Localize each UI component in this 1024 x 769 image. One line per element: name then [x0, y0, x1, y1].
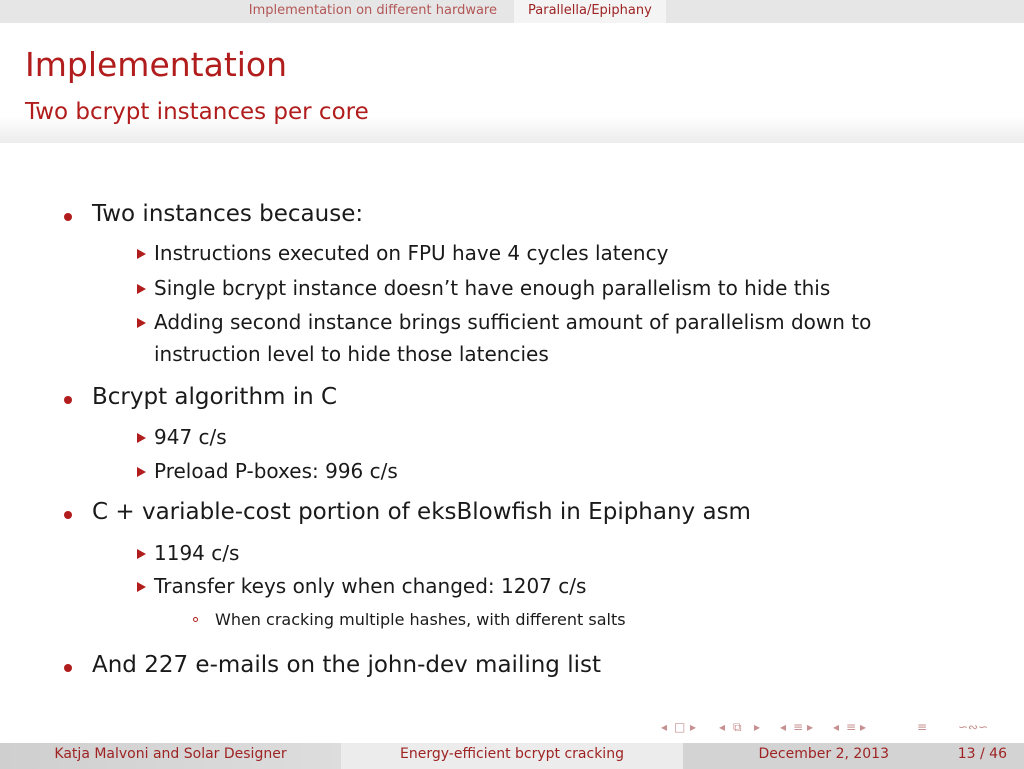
- frame-icon[interactable]: □: [674, 720, 686, 734]
- footer-date: December 2, 2013: [758, 746, 889, 762]
- list-item: Adding second instance brings sufficient amount of parallelism down to: [154, 310, 872, 334]
- bullet-dot-icon: [64, 664, 72, 672]
- triangle-bullet-icon: [137, 467, 146, 477]
- subsection-prev-icon[interactable]: ◂: [719, 720, 726, 734]
- list-item: Bcrypt algorithm in C: [92, 384, 338, 410]
- section-navigation-bar: [0, 0, 1024, 23]
- subsection-next-icon[interactable]: ▸: [754, 720, 761, 734]
- list-item: And 227 e-mails on the john-dev mailing list: [92, 652, 601, 678]
- slide-subtitle: Two bcrypt instances per core: [25, 99, 369, 125]
- navigation-symbols: [0, 720, 1024, 736]
- search-icon[interactable]: ∽∾∽: [958, 720, 989, 734]
- part-prev-icon[interactable]: ◂: [833, 720, 840, 734]
- triangle-bullet-icon: [137, 549, 146, 559]
- list-item-continuation: instruction level to hide those latencies: [154, 342, 549, 366]
- subsection-icon[interactable]: ⧉: [733, 720, 742, 734]
- bullet-dot-icon: [64, 396, 72, 404]
- footer-page-number: 13 / 46: [957, 746, 1007, 762]
- circle-bullet-icon: [193, 617, 198, 622]
- toc-icon[interactable]: ≡: [917, 720, 928, 734]
- triangle-bullet-icon: [137, 284, 146, 294]
- footer-authors: Katja Malvoni and Solar Designer: [0, 743, 341, 769]
- footer-date-page: [683, 743, 1024, 769]
- footer-title: Energy-efficient bcrypt cracking: [341, 743, 683, 769]
- section-next-icon[interactable]: ▸: [807, 720, 814, 734]
- footer-bar: [0, 743, 1024, 769]
- nav-section-hardware[interactable]: Implementation on different hardware: [248, 3, 497, 18]
- list-item: Transfer keys only when changed: 1207 c/s: [154, 574, 587, 598]
- triangle-bullet-icon: [137, 249, 146, 259]
- frame-title-block: [0, 23, 1024, 143]
- slide-title: Implementation: [25, 45, 288, 84]
- list-item: Single bcrypt instance doesn’t have enough parallelism to hide this: [154, 276, 831, 300]
- bullet-dot-icon: [64, 511, 72, 519]
- list-item: 947 c/s: [154, 425, 227, 449]
- triangle-bullet-icon: [137, 318, 146, 328]
- frame-next-icon[interactable]: ▸: [690, 720, 697, 734]
- nav-subsection-parallella[interactable]: Parallella/Epiphany: [514, 0, 666, 23]
- triangle-bullet-icon: [137, 582, 146, 592]
- list-item: C + variable-cost portion of eksBlowfish in Epiphany asm: [92, 499, 751, 525]
- triangle-bullet-icon: [137, 433, 146, 443]
- part-icon[interactable]: ≡: [846, 720, 857, 734]
- list-item: 1194 c/s: [154, 541, 240, 565]
- bullet-dot-icon: [64, 213, 72, 221]
- part-next-icon[interactable]: ▸: [860, 720, 867, 734]
- list-item: When cracking multiple hashes, with different salts: [215, 610, 626, 629]
- list-item: Instructions executed on FPU have 4 cycles latency: [154, 241, 669, 265]
- frame-prev-icon[interactable]: ◂: [661, 720, 668, 734]
- section-icon[interactable]: ≡: [793, 720, 804, 734]
- list-item: Two instances because:: [92, 201, 364, 227]
- section-prev-icon[interactable]: ◂: [780, 720, 787, 734]
- list-item: Preload P-boxes: 996 c/s: [154, 459, 398, 483]
